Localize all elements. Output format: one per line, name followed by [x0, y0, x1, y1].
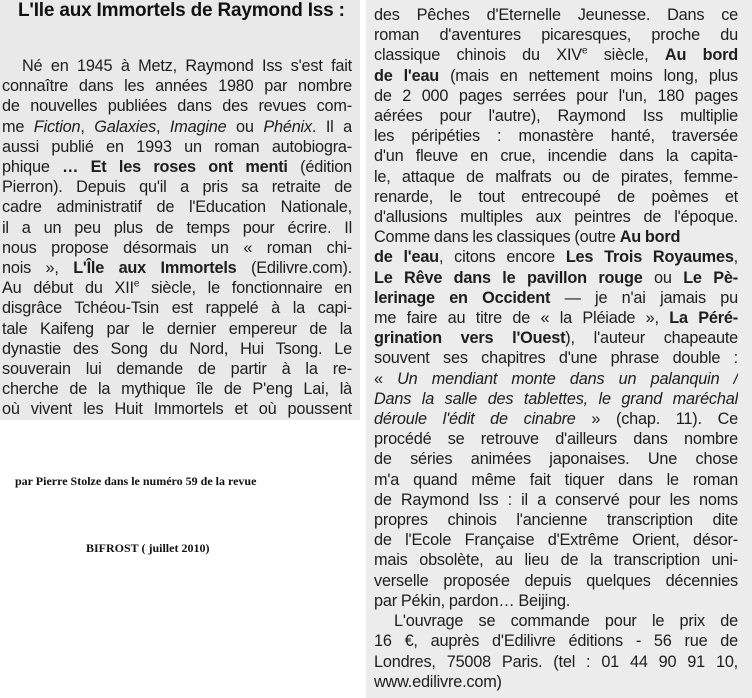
text-run: aussi publié en 1993 un roman autobiogra- — [2, 137, 352, 156]
text-run: me faire au titre de « la Pléiade », — [374, 309, 670, 328]
text-run: classique chinois du XIV — [374, 46, 582, 65]
text-run: par Pékin, pardon… Beijing. — [374, 591, 571, 610]
left-lines-line — [2, 339, 352, 359]
left-lines-line — [2, 137, 352, 157]
right-lines-line — [374, 86, 738, 106]
text-run: Imagine — [169, 117, 227, 136]
left-lines-line — [2, 319, 352, 339]
left-lines-line — [2, 278, 352, 298]
right-lines-line — [374, 470, 738, 490]
right-lines-line — [374, 611, 738, 631]
text-run: verselle proposée depuis quelques décennies — [374, 571, 738, 590]
right-lines-line — [374, 308, 738, 328]
right-lines-line — [374, 631, 738, 651]
right-lines-line — [374, 5, 738, 25]
text-run: , — [156, 117, 170, 136]
text-run: le, attaque de malfrats ou de pirates, femme- — [374, 167, 738, 186]
byline-publication: BIFROST ( juillet 2010) — [86, 541, 210, 555]
left-column-text — [2, 56, 352, 420]
text-run: de l'Ecole Française d'Extrême Orient, désor- — [374, 531, 738, 550]
right-lines-line — [374, 409, 738, 429]
text-run: (Edilivre.com). — [236, 259, 352, 278]
text-run: siècle, le fonctionnaire en — [139, 279, 352, 298]
text-run: Galaxies — [94, 117, 157, 136]
article-title: L'Ile aux Immortels de Raymond Iss : — [18, 0, 345, 21]
text-run: — je n'ai jamais pu — [550, 288, 738, 307]
text-run: de séries animées japonaises. Une chose — [374, 450, 738, 469]
text-run: ), l'auteur chapeaute — [565, 329, 738, 348]
right-lines-line — [374, 106, 738, 126]
text-run: Au bord — [664, 46, 738, 65]
text-run: tale Kaifeng par le dernier empereur de la — [2, 319, 352, 338]
text-run: propres chinois l'ancienne transcription dite — [374, 511, 738, 530]
text-run: les péripéties : monastère hanté, traversée — [374, 127, 738, 146]
left-lines-line — [2, 96, 352, 116]
text-run: de Raymond Iss : il a conservé pour les noms — [374, 490, 738, 509]
text-run: de l'eau — [374, 248, 439, 267]
right-lines-line — [374, 571, 738, 591]
left-lines-line — [2, 399, 352, 419]
right-lines-line — [374, 550, 738, 570]
right-lines-line — [374, 369, 738, 389]
right-lines-line — [374, 207, 738, 227]
text-run: L'Île aux Immortels — [73, 259, 237, 278]
text-run: disgrâce Tchéou-Tsin est rappelé à la capi- — [2, 299, 352, 318]
text-run: cherche de la mythique île de P'eng Lai, là — [2, 380, 352, 399]
text-run: nois », — [2, 259, 74, 278]
right-lines-line — [374, 510, 738, 530]
text-run: procédé se retrouve d'ailleurs dans nombre — [374, 430, 738, 449]
text-run: www.edilivre.com) — [374, 672, 502, 691]
text-run: Londres, 75008 Paris. (tel : 01 44 90 91 10, — [374, 652, 738, 671]
right-lines-line — [374, 591, 738, 611]
text-run: Fiction — [33, 117, 81, 136]
text-run: ou — [642, 268, 684, 287]
text-run: de l'eau — [374, 66, 440, 85]
text-run: . Il a — [311, 117, 352, 136]
left-lines-line — [2, 177, 352, 197]
right-lines-line — [374, 187, 738, 207]
left-lines-line — [2, 258, 352, 278]
right-lines-line — [374, 25, 738, 45]
left-lines-line — [2, 359, 352, 379]
text-run: , — [733, 248, 738, 267]
text-run: , citons encore — [438, 248, 566, 267]
text-run: nous propose désormais un « roman chi- — [2, 238, 352, 257]
right-lines-line — [374, 490, 738, 510]
right-lines-line — [374, 348, 738, 368]
text-run: d'un fleuve en crue, incendie dans la capita- — [374, 147, 738, 166]
text-run: 16 €, auprès d'Edilivre éditions - 56 rue de — [374, 632, 738, 651]
text-run: phique — [2, 158, 63, 177]
left-column — [0, 0, 360, 420]
right-column — [366, 0, 752, 698]
text-run: lerinage en Occident — [374, 288, 551, 307]
text-run: e — [581, 45, 588, 57]
text-run: renarde, le tout entrecoupé de poèmes et — [374, 187, 738, 206]
right-lines-line — [374, 288, 738, 308]
text-run: Au bord — [619, 228, 681, 247]
text-run: il a un peu plus de temps pour écrire. Il — [2, 218, 352, 237]
left-lines-line — [2, 238, 352, 258]
right-lines-line — [374, 429, 738, 449]
text-run: siècle, — [587, 46, 665, 65]
right-lines-line — [374, 652, 738, 672]
text-run: m'a quand même fait tiquer dans le roman — [374, 470, 738, 489]
left-lines-line — [2, 379, 352, 399]
text-run: des Pêches d'Eternelle Jeunesse. Dans ce — [374, 6, 738, 24]
text-run: Un mendiant monte dans un palanquin / — [397, 369, 738, 388]
text-run: de nouvelles publiées dans des revues com- — [2, 97, 352, 116]
right-lines-line — [374, 45, 738, 65]
text-run: Le Pè- — [683, 268, 738, 287]
byline-author: par Pierre Stolze dans le numéro 59 de la revue — [15, 474, 257, 488]
text-run: grination vers l'Ouest — [374, 329, 566, 348]
text-run: d'allusions multiples aux peintres de l'époque. — [374, 208, 738, 227]
text-run: e — [133, 278, 140, 290]
text-run: Dans la salle des tablettes, le grand maréchal — [374, 389, 738, 408]
left-lines-line — [2, 56, 352, 76]
right-lines-line — [374, 672, 738, 692]
right-lines-line — [374, 449, 738, 469]
text-run: , — [80, 117, 95, 136]
left-lines-line — [2, 197, 352, 217]
text-run: Comme dans les classiques (outre — [374, 228, 620, 247]
right-lines-line — [374, 167, 738, 187]
right-lines-line — [374, 227, 738, 247]
right-lines-line — [374, 530, 738, 550]
left-lines-line — [2, 218, 352, 238]
right-lines-line — [374, 247, 738, 267]
left-lines-line — [2, 157, 352, 177]
text-run: aérées pour l'autre), Raymond Iss multiplie — [374, 107, 738, 126]
right-lines-line — [374, 268, 738, 288]
right-column-text — [374, 5, 738, 692]
text-run: Phénix — [263, 117, 312, 136]
text-run: déroule l'édit de cinabre — [374, 410, 576, 429]
text-run: » (chap. 11). Ce — [575, 410, 738, 429]
text-run: Au début du XII — [2, 279, 134, 298]
text-run: souvent ses chapitres d'une phrase double : — [374, 349, 738, 368]
text-run: souverain lui demande de partir à la re- — [2, 360, 352, 379]
right-lines-line — [374, 146, 738, 166]
text-run: Le Rêve dans le pavillon rouge — [374, 268, 643, 287]
right-lines-line — [374, 328, 738, 348]
text-run: me — [2, 117, 34, 136]
right-lines-line — [374, 389, 738, 409]
text-run: « — [374, 369, 398, 388]
text-run: (édition — [287, 158, 352, 177]
text-run: connaître dans les années 1980 par nombre — [2, 77, 352, 96]
text-run: L'ouvrage se commande pour le prix de — [394, 612, 738, 631]
text-run: mais obsolète, au lieu de la transcription uni- — [374, 551, 738, 570]
left-lines-line — [2, 298, 352, 318]
text-run: dynastie des Song du Nord, Hui Tsong. Le — [2, 339, 352, 358]
text-run: où vivent les Huit Immortels et où poussent — [2, 400, 352, 419]
text-run: de 2 000 pages serrées pour l'un, 180 pages — [374, 86, 738, 105]
right-lines-line — [374, 66, 738, 86]
text-run: Né en 1945 à Metz, Raymond Iss s'est fait — [22, 57, 352, 75]
text-run: (mais en nettement moins long, plus — [439, 66, 738, 85]
text-run: cadre administratif de l'Education Nationale, — [2, 198, 352, 217]
right-lines-line — [374, 126, 738, 146]
text-run: Pierron). Depuis qu'il a pris sa retraite de — [2, 178, 352, 197]
text-run: … Et les roses ont menti — [62, 158, 288, 177]
text-run: Les Trois Royaumes — [565, 248, 734, 267]
text-run: La Péré- — [669, 309, 738, 328]
left-lines-line — [2, 117, 352, 137]
text-run: ou — [226, 117, 264, 136]
left-lines-line — [2, 76, 352, 96]
text-run: roman d'aventures picaresques, proche du — [374, 26, 738, 45]
